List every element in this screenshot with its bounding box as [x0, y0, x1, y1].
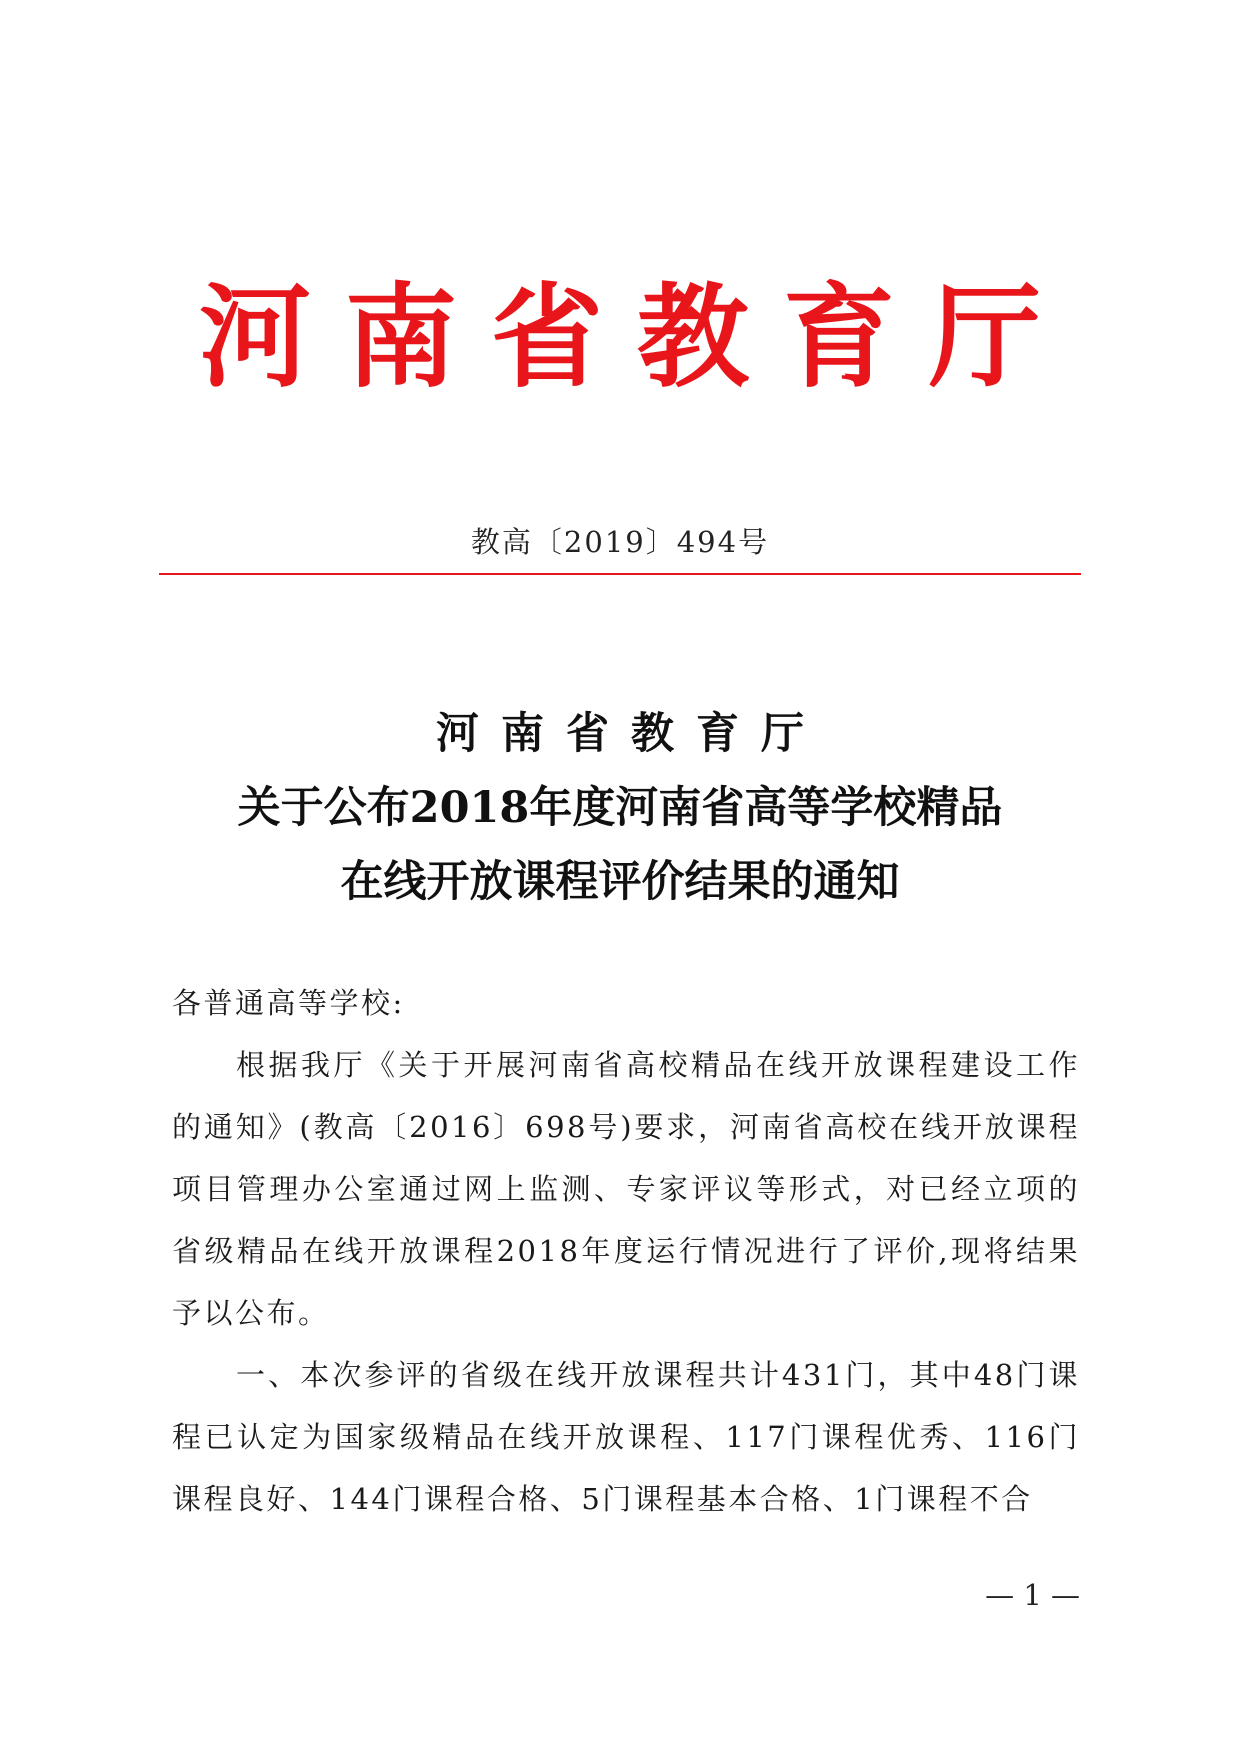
title-line-subject-continued: 在线开放课程评价结果的通知: [340, 857, 900, 907]
masthead-issuer: 河南省教育厅: [199, 272, 1075, 403]
body-paragraph-basis: 根据我厅《关于开展河南省高校精品在线开放课程建设工作的通知》(教高〔2016〕698号)要求，河南省高校在线开放课程项目管理办公室通过网上监测、专家评议等形式，对已经立项的省级精品在线开放课程2018年度运行情况进行了评价,现将结果予以公布。: [172, 1048, 1080, 1330]
red-divider-line: [159, 573, 1081, 575]
document-body: [172, 972, 1080, 1530]
title-line-issuer: 河南省教育厅: [436, 709, 826, 759]
document-number: 教高〔2019〕494号: [470, 525, 770, 559]
salutation: 各普通高等学校:: [172, 986, 405, 1020]
page-number: — 1 —: [985, 1578, 1080, 1612]
body-paragraph-results: 一、本次参评的省级在线开放课程共计431门，其中48门课程已认定为国家级精品在线开放课程、117门课程优秀、116门课程良好、144门课程合格、5门课程基本合格、1门课程不合: [172, 1358, 1080, 1516]
title-line-subject: 关于公布2018年度河南省高等学校精品: [237, 783, 1003, 833]
document-title: [0, 697, 1240, 919]
